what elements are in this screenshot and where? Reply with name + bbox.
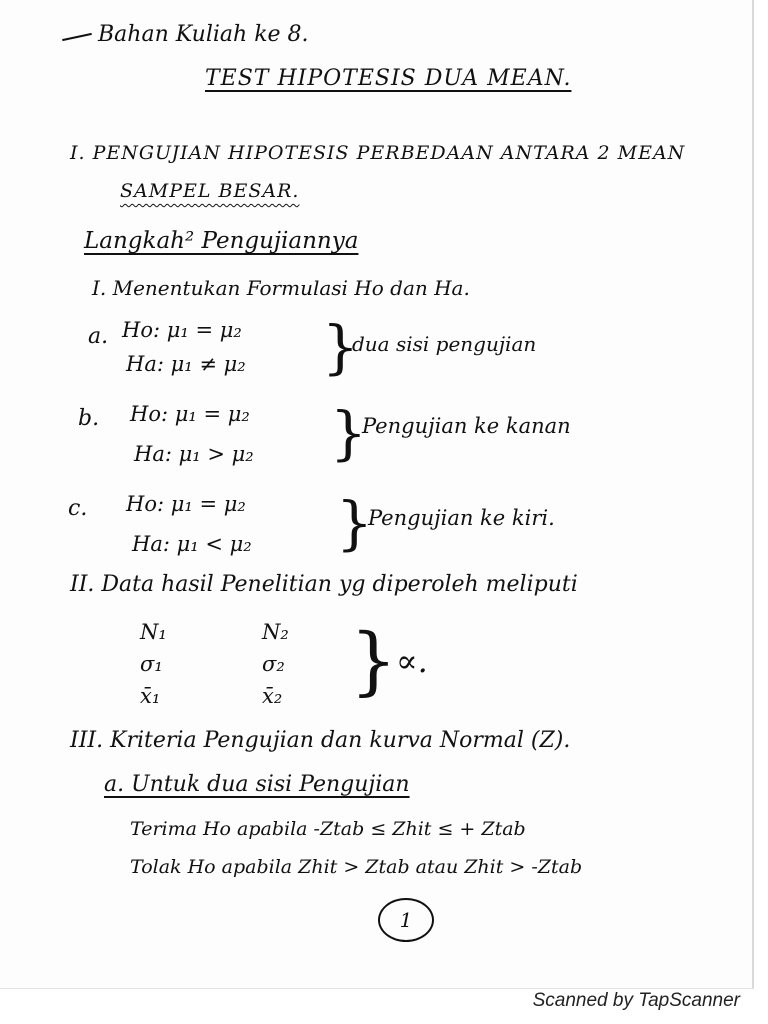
page-number-text: 1 <box>399 908 413 932</box>
option-c-note: Pengujian ke kiri. <box>368 506 555 530</box>
course-note: Bahan Kuliah ke 8. <box>98 22 309 47</box>
section-heading-line1: I. PENGUJIAN HIPOTESIS PERBEDAAN ANTARA 2 MEAN <box>70 142 686 164</box>
data-sigma2: σ₂ <box>262 652 285 676</box>
data-n1: N₁ <box>140 620 167 644</box>
data-n2: N₂ <box>262 620 289 644</box>
page-title: TEST HIPOTESIS DUA MEAN. <box>205 66 572 91</box>
step3-sub-a: a. Untuk dua sisi Pengujian <box>104 772 410 797</box>
option-a-ha: Ha: μ₁ ≠ μ₂ <box>126 352 246 376</box>
option-b-label: b. <box>78 406 100 431</box>
option-a-note: dua sisi pengujian <box>352 332 537 356</box>
option-a-ho: Ho: μ₁ = μ₂ <box>122 318 242 342</box>
step3-title: III. Kriteria Pengujian dan kurva Normal (Z). <box>70 728 571 753</box>
section-heading-line2: SAMPEL BESAR. <box>120 180 300 202</box>
reject-criterion: Tolak Ho apabila Zhit > Ztab atau Zhit > -Ztab <box>130 856 583 878</box>
brace-c: } <box>336 489 373 557</box>
brace-data: } <box>350 618 398 704</box>
data-xbar2: x̄₂ <box>262 684 283 708</box>
brace-a: } <box>322 313 359 381</box>
steps-heading: Langkah² Pengujiannya <box>84 228 359 254</box>
option-b-ha: Ha: μ₁ > μ₂ <box>134 442 254 466</box>
option-b-note: Pengujian ke kanan <box>362 414 571 438</box>
brace-b: } <box>330 399 367 467</box>
data-xbar1: x̄₁ <box>140 684 161 708</box>
accept-criterion: Terima Ho apabila -Ztab ≤ Zhit ≤ + Ztab <box>130 818 526 840</box>
alpha-symbol: ∝. <box>396 642 428 680</box>
data-sigma1: σ₁ <box>140 652 163 676</box>
page-number <box>378 898 434 942</box>
option-c-ho: Ho: μ₁ = μ₂ <box>126 492 246 516</box>
option-c-label: c. <box>68 496 88 521</box>
option-c-ha: Ha: μ₁ < μ₂ <box>132 532 252 556</box>
scanner-watermark: Scanned by TapScanner <box>532 990 740 1011</box>
option-a-label: a. <box>88 324 109 349</box>
option-b-ho: Ho: μ₁ = μ₂ <box>130 402 250 426</box>
step2-title: II. Data hasil Penelitian yg diperoleh meliputi <box>70 572 578 597</box>
leading-dash <box>62 33 92 41</box>
step1-title: I. Menentukan Formulasi Ho dan Ha. <box>92 276 470 300</box>
